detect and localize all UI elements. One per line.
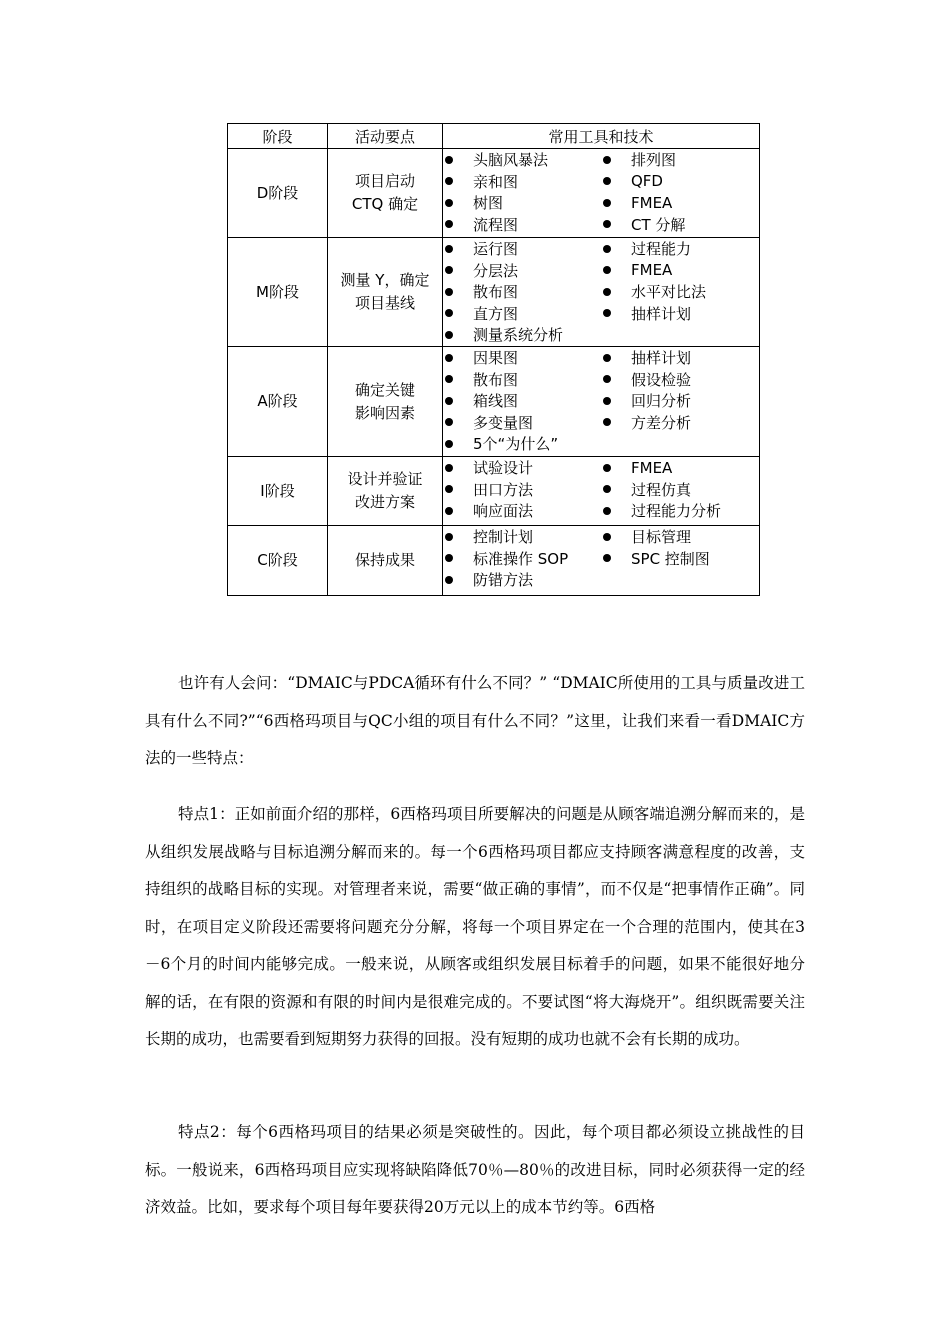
bullet-icon — [603, 485, 611, 493]
tool-item — [601, 214, 759, 236]
tool-item — [443, 569, 601, 591]
bullet-icon — [445, 199, 453, 207]
tool-label: 排列图 — [631, 151, 677, 170]
bullet-icon — [603, 245, 611, 253]
tool-label: 响应面法 — [473, 502, 534, 521]
tool-label: 树图 — [473, 194, 504, 213]
tool-item — [601, 303, 759, 325]
tool-item — [601, 260, 759, 282]
tools-cell — [443, 347, 760, 457]
tool-item — [443, 548, 601, 570]
bullet-icon — [603, 199, 611, 207]
tool-label: FMEA — [631, 261, 673, 280]
tool-item — [601, 390, 759, 412]
tool-label: 假设检验 — [631, 370, 692, 389]
tool-label: 田口方法 — [473, 480, 534, 499]
tool-item — [443, 369, 601, 391]
bullet-icon — [603, 266, 611, 274]
tools-column-left — [443, 149, 601, 235]
bullet-icon — [445, 576, 453, 584]
tool-label: 头脑风暴法 — [473, 151, 549, 170]
tool-item — [601, 457, 759, 479]
tool-item — [443, 526, 601, 548]
tools-column-left — [443, 457, 601, 522]
bullet-icon — [603, 507, 611, 515]
bullet-icon — [603, 220, 611, 228]
tools-column-left — [443, 238, 601, 346]
bullet-icon — [603, 354, 611, 362]
tool-item — [601, 548, 759, 570]
bullet-icon — [603, 156, 611, 164]
tool-item — [601, 526, 759, 548]
tools-column-right — [601, 238, 759, 346]
bullet-icon — [603, 418, 611, 426]
tool-label: 5个“为什么” — [473, 435, 559, 454]
bullet-icon — [445, 220, 453, 228]
tool-item — [443, 149, 601, 171]
tool-label: FMEA — [631, 193, 673, 212]
bullet-icon — [445, 440, 453, 448]
tool-label: 抽样计划 — [631, 304, 692, 323]
activity-line: 项目启动 — [354, 172, 415, 190]
stage-cell: M阶段 — [228, 238, 328, 347]
bullet-icon — [445, 375, 453, 383]
tools-column-right — [601, 347, 759, 455]
activity-cell — [328, 526, 443, 596]
activity-line: 项目基线 — [354, 294, 415, 312]
tool-item — [601, 412, 759, 434]
bullet-icon — [445, 245, 453, 253]
tools-cell — [443, 149, 760, 238]
tool-item — [601, 500, 759, 522]
activity-cell — [328, 149, 443, 238]
tool-label: 亲和图 — [473, 172, 519, 191]
stage-cell: D阶段 — [228, 149, 328, 238]
tools-column-left — [443, 347, 601, 455]
bullet-icon — [603, 554, 611, 562]
header-tools: 常用工具和技术 — [443, 124, 760, 149]
tool-item — [601, 238, 759, 260]
tool-item — [601, 192, 759, 214]
tool-label: CT 分解 — [631, 215, 686, 234]
activity-line: 测量 Y，确定 — [340, 271, 430, 289]
bullet-icon — [603, 177, 611, 185]
tool-item — [443, 171, 601, 193]
dmaic-tools-table — [227, 123, 760, 596]
tool-item — [443, 324, 601, 346]
tool-item — [443, 260, 601, 282]
tool-label: 因果图 — [473, 349, 519, 368]
bullet-icon — [603, 288, 611, 296]
table-row — [228, 347, 760, 457]
bullet-icon — [445, 554, 453, 562]
activity-line: 改进方案 — [354, 493, 415, 511]
tool-item — [601, 281, 759, 303]
activity-line: CTQ 确定 — [351, 195, 419, 213]
bullet-icon — [445, 418, 453, 426]
tool-label: 回归分析 — [631, 392, 692, 411]
tool-item — [443, 390, 601, 412]
tool-item — [443, 281, 601, 303]
tool-label: 过程仿真 — [631, 480, 692, 499]
tool-label: 标准操作 SOP — [473, 549, 569, 568]
bullet-icon — [603, 533, 611, 541]
tool-label: 直方图 — [473, 304, 519, 323]
tool-item — [443, 347, 601, 369]
activity-line: 影响因素 — [354, 403, 415, 422]
tool-label: 测量系统分析 — [473, 326, 564, 345]
paragraph-feature-1: 特点1：正如前面介绍的那样，6西格玛项目所要解决的问题是从顾客端追溯分解而来的，是从组织发展战略与目标追溯分解而来的。每一个6西格玛项目都应支持顾客满意程度的改善，支持组织的战略目标的实现。对管理者来说，需要“做正确的事情”，而不仅是“把事情作正确”。同时，在项目定义阶段还需要将问题充分分解，将每一个项目界定在一个合理的范围内，使其在3－6个月的时间内能够完成。一般来说，从顾客或组织发展目标着手的问题，如果不能很好地分解的话，在有限的资源和有限的时间内是很难完成的。不要试图“将大海烧开”。组织既需要关注长期的成功，也需要看到短期努力获得的回报。没有短期的成功也就不会有长期的成功。 — [145, 805, 805, 1048]
tool-label: 多变量图 — [473, 413, 534, 432]
activity-cell — [328, 457, 443, 526]
bullet-icon — [445, 533, 453, 541]
bullet-icon — [445, 288, 453, 296]
tool-label: SPC 控制图 — [631, 549, 710, 568]
tool-label: 抽样计划 — [631, 349, 692, 368]
table-row — [228, 457, 760, 526]
tool-item — [443, 479, 601, 501]
bullet-icon — [445, 464, 453, 472]
bullet-icon — [445, 266, 453, 274]
tool-item — [443, 412, 601, 434]
tool-item — [601, 479, 759, 501]
tool-item — [601, 149, 759, 171]
tool-label: 方差分析 — [631, 413, 692, 432]
tool-label: 分层法 — [473, 261, 519, 280]
tools-column-left — [443, 526, 601, 591]
activity-line: 确定关键 — [354, 380, 415, 399]
paragraph-intro: 也许有人会问：“DMAIC与PDCA循环有什么不同？” “DMAIC所使用的工具与质量改进工具有什么不同?”“6西格玛项目与QC小组的项目有什么不同？”这里，让我们来看一看DMAIC方法的一些特点： — [145, 674, 805, 767]
tool-item — [443, 214, 601, 236]
tool-label: 运行图 — [473, 240, 519, 259]
tool-label: FMEA — [631, 458, 673, 477]
tool-label: 试验设计 — [473, 459, 534, 478]
tool-item — [601, 369, 759, 391]
table-header-row — [228, 124, 760, 149]
tool-label: 散布图 — [473, 370, 519, 389]
stage-cell: I阶段 — [228, 457, 328, 526]
tool-item — [443, 433, 601, 455]
activity-line: 设计并验证 — [347, 470, 423, 488]
tool-item — [601, 347, 759, 369]
table-row — [228, 526, 760, 596]
tool-label: 流程图 — [473, 215, 519, 234]
tool-item — [443, 303, 601, 325]
tools-column-right — [601, 149, 759, 235]
bullet-icon — [603, 397, 611, 405]
tool-label: 防错方法 — [473, 571, 534, 590]
bullet-icon — [445, 397, 453, 405]
tool-item — [443, 192, 601, 214]
activity-cell — [328, 347, 443, 457]
table-row — [228, 238, 760, 347]
tool-item — [443, 500, 601, 522]
tool-label: QFD — [631, 172, 663, 191]
tools-cell — [443, 526, 760, 596]
bullet-icon — [445, 331, 453, 339]
bullet-icon — [445, 156, 453, 164]
tool-label: 控制计划 — [473, 528, 534, 547]
tool-item — [601, 171, 759, 193]
bullet-icon — [603, 309, 611, 317]
stage-cell: A阶段 — [228, 347, 328, 457]
tool-item — [443, 457, 601, 479]
tool-label: 箱线图 — [473, 392, 519, 411]
activity-cell — [328, 238, 443, 347]
bullet-icon — [445, 507, 453, 515]
tool-label: 散布图 — [473, 283, 519, 302]
activity-line: 保持成果 — [354, 551, 415, 569]
bullet-icon — [445, 485, 453, 493]
bullet-icon — [445, 309, 453, 317]
tool-item — [443, 238, 601, 260]
tool-label: 过程能力 — [631, 240, 692, 259]
paragraph-feature-2: 特点2：每个6西格玛项目的结果必须是突破性的。因此，每个项目都必须设立挑战性的目标。一般说来，6西格玛项目应实现将缺陷降低70％—80％的改进目标，同时必须获得一定的经济效益。比如，要求每个项目每年要获得20万元以上的成本节约等。6西格 — [145, 1123, 805, 1216]
stage-cell: C阶段 — [228, 526, 328, 596]
bullet-icon — [445, 177, 453, 185]
tools-cell — [443, 457, 760, 526]
table-row — [228, 149, 760, 238]
header-stage: 阶段 — [228, 124, 328, 149]
tools-column-right — [601, 457, 759, 522]
bullet-icon — [445, 354, 453, 362]
tools-column-right — [601, 526, 759, 591]
tool-label: 水平对比法 — [631, 283, 707, 302]
bullet-icon — [603, 375, 611, 383]
header-activity: 活动要点 — [328, 124, 443, 149]
tool-label: 目标管理 — [631, 528, 692, 547]
tools-cell — [443, 238, 760, 347]
bullet-icon — [603, 464, 611, 472]
tool-label: 过程能力分析 — [631, 502, 722, 521]
